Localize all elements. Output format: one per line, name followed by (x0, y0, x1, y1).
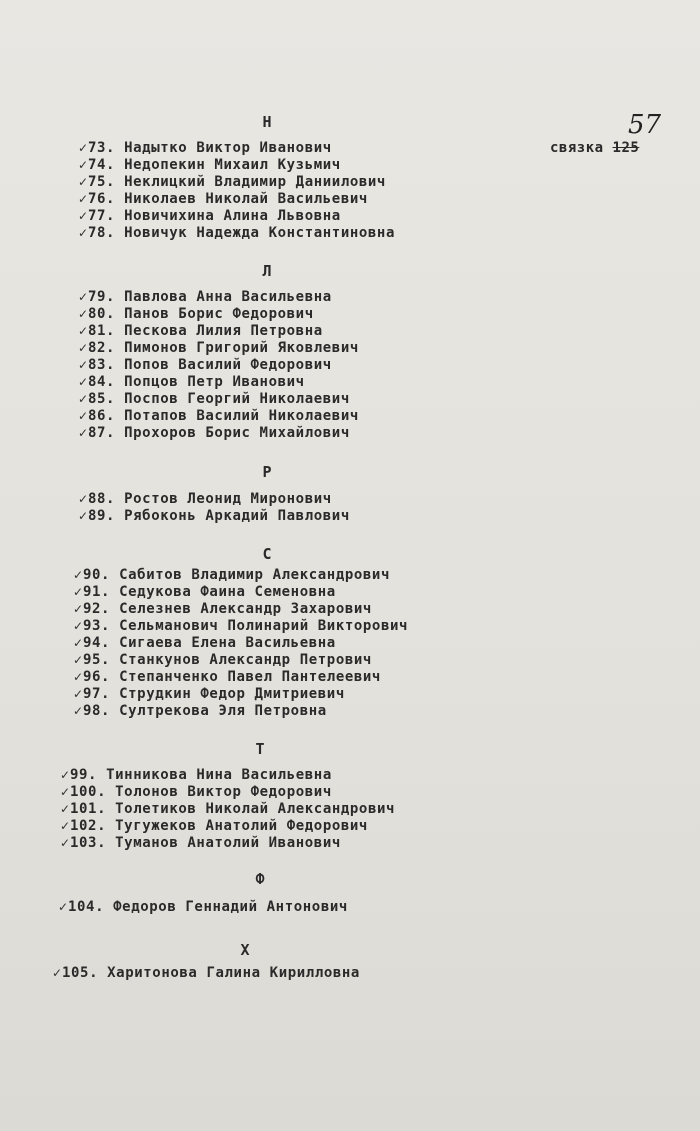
list-item (78, 357, 332, 374)
entry-number: 103. (70, 835, 107, 851)
entry-number: 102. (70, 818, 107, 834)
checkmark-icon: ✓ (73, 653, 84, 667)
list-item (78, 391, 350, 408)
entry-name: Сигаева Елена Васильевна (119, 635, 336, 651)
list-item (78, 340, 359, 357)
list-item (73, 669, 381, 686)
section-letter: С (262, 545, 272, 563)
entry-name: Попцов Петр Иванович (124, 374, 305, 390)
list-item (73, 567, 390, 584)
entry-name: Тугужеков Анатолий Федорович (115, 818, 368, 834)
checkmark-icon: ✓ (78, 426, 89, 440)
checkmark-icon: ✓ (73, 670, 84, 684)
entry-name: Федоров Геннадий Антонович (113, 899, 348, 915)
entry-name: Новичук Надежда Константиновна (124, 225, 395, 241)
entry-number: 88. (88, 491, 116, 507)
checkmark-icon: ✓ (73, 568, 84, 582)
list-item (78, 491, 332, 508)
list-item (73, 601, 372, 618)
checkmark-icon: ✓ (78, 226, 89, 240)
checkmark-icon: ✓ (78, 392, 89, 406)
entry-name: Селезнев Александр Захарович (119, 601, 372, 617)
entry-name: Новичихина Алина Львовна (124, 208, 341, 224)
checkmark-icon: ✓ (78, 492, 89, 506)
entry-number: 82. (88, 340, 116, 356)
entry-number: 83. (88, 357, 116, 373)
checkmark-icon: ✓ (52, 966, 63, 980)
list-item (78, 306, 314, 323)
entry-name: Панов Борис Федорович (124, 306, 314, 322)
checkmark-icon: ✓ (60, 785, 71, 799)
entry-number: 77. (88, 208, 116, 224)
list-item (60, 818, 368, 835)
list-item (60, 835, 341, 852)
checkmark-icon: ✓ (60, 836, 71, 850)
list-item (78, 289, 332, 306)
list-item (78, 374, 305, 391)
file-note-label: связка (550, 140, 604, 156)
file-note-struck-value: 125 (612, 140, 640, 156)
entry-name: Султрекова Эля Петровна (119, 703, 327, 719)
entry-number: 93. (83, 618, 111, 634)
entry-name: Попов Василий Федорович (124, 357, 332, 373)
list-item (78, 140, 332, 157)
section-letter: Р (262, 463, 272, 481)
entry-name: Потапов Василий Николаевич (124, 408, 359, 424)
checkmark-icon: ✓ (73, 704, 84, 718)
checkmark-icon: ✓ (78, 341, 89, 355)
entry-number: 97. (83, 686, 111, 702)
entry-number: 74. (88, 157, 116, 173)
section-letter: Т (255, 740, 265, 758)
entry-number: 73. (88, 140, 116, 156)
list-item (52, 965, 360, 982)
entry-number: 86. (88, 408, 116, 424)
entry-name: Николаев Николай Васильевич (124, 191, 368, 207)
list-item (78, 174, 386, 191)
entry-name: Тинникова Нина Васильевна (106, 767, 332, 783)
entry-name: Седукова Фаина Семеновна (119, 584, 336, 600)
entry-number: 100. (70, 784, 107, 800)
checkmark-icon: ✓ (73, 687, 84, 701)
entry-name: Струдкин Федор Дмитриевич (119, 686, 345, 702)
entry-number: 75. (88, 174, 116, 190)
checkmark-icon: ✓ (58, 900, 69, 914)
list-item (73, 652, 372, 669)
list-item (73, 703, 327, 720)
entry-name: Прохоров Борис Михайлович (124, 425, 350, 441)
entry-name: Сабитов Владимир Александрович (119, 567, 390, 583)
section-letter: Х (240, 941, 250, 959)
entry-number: 84. (88, 374, 116, 390)
list-item (73, 635, 336, 652)
entry-name: Степанченко Павел Пантелеевич (119, 669, 381, 685)
list-item (78, 425, 350, 442)
list-item (78, 157, 341, 174)
entry-number: 80. (88, 306, 116, 322)
list-item (78, 508, 350, 525)
handwritten-page-number: 57 (628, 110, 662, 140)
list-item (78, 323, 323, 340)
entry-number: 85. (88, 391, 116, 407)
list-item (78, 408, 359, 425)
list-item (73, 584, 336, 601)
section-letter: Л (262, 262, 272, 280)
file-note (550, 140, 639, 156)
entry-number: 91. (83, 584, 111, 600)
entry-number: 76. (88, 191, 116, 207)
entry-name: Надытко Виктор Иванович (124, 140, 332, 156)
checkmark-icon: ✓ (78, 307, 89, 321)
checkmark-icon: ✓ (78, 290, 89, 304)
entry-number: 92. (83, 601, 111, 617)
entry-number: 105. (62, 965, 99, 981)
list-item (78, 208, 341, 225)
list-item (58, 899, 348, 916)
checkmark-icon: ✓ (78, 158, 89, 172)
list-item (60, 767, 332, 784)
entry-name: Толетиков Николай Александрович (115, 801, 396, 817)
entry-name: Ростов Леонид Миронович (124, 491, 332, 507)
entry-number: 81. (88, 323, 116, 339)
checkmark-icon: ✓ (78, 209, 89, 223)
checkmark-icon: ✓ (78, 324, 89, 338)
checkmark-icon: ✓ (73, 619, 84, 633)
entry-number: 87. (88, 425, 116, 441)
section-letter: Н (262, 113, 272, 131)
checkmark-icon: ✓ (73, 602, 84, 616)
entry-name: Станкунов Александр Петрович (119, 652, 372, 668)
list-item (78, 225, 395, 242)
entry-name: Сельманович Полинарий Викторович (119, 618, 409, 634)
entry-name: Туманов Анатолий Иванович (115, 835, 341, 851)
entry-number: 98. (83, 703, 111, 719)
list-item (73, 686, 345, 703)
section-letter: Ф (255, 870, 265, 888)
entry-name: Поспов Георгий Николаевич (124, 391, 350, 407)
entry-number: 90. (83, 567, 111, 583)
entry-name: Неклицкий Владимир Даниилович (124, 174, 386, 190)
checkmark-icon: ✓ (60, 819, 71, 833)
checkmark-icon: ✓ (78, 192, 89, 206)
checkmark-icon: ✓ (78, 375, 89, 389)
checkmark-icon: ✓ (60, 802, 71, 816)
checkmark-icon: ✓ (78, 358, 89, 372)
checkmark-icon: ✓ (78, 175, 89, 189)
entry-number: 94. (83, 635, 111, 651)
entry-number: 104. (68, 899, 105, 915)
list-item (60, 801, 395, 818)
checkmark-icon: ✓ (78, 409, 89, 423)
entry-number: 99. (70, 767, 98, 783)
entry-name: Толонов Виктор Федорович (115, 784, 332, 800)
list-item (78, 191, 368, 208)
checkmark-icon: ✓ (78, 509, 89, 523)
entry-number: 95. (83, 652, 111, 668)
list-item (73, 618, 408, 635)
entry-number: 89. (88, 508, 116, 524)
entry-number: 79. (88, 289, 116, 305)
checkmark-icon: ✓ (60, 768, 71, 782)
entry-name: Рябоконь Аркадий Павлович (124, 508, 350, 524)
entry-number: 78. (88, 225, 116, 241)
entry-number: 101. (70, 801, 107, 817)
entry-number: 96. (83, 669, 111, 685)
entry-name: Павлова Анна Васильевна (124, 289, 332, 305)
entry-name: Харитонова Галина Кирилловна (107, 965, 360, 981)
checkmark-icon: ✓ (73, 585, 84, 599)
entry-name: Пимонов Григорий Яковлевич (124, 340, 359, 356)
entry-name: Пескова Лилия Петровна (124, 323, 323, 339)
list-item (60, 784, 332, 801)
checkmark-icon: ✓ (78, 141, 89, 155)
entry-name: Недопекин Михаил Кузьмич (124, 157, 341, 173)
checkmark-icon: ✓ (73, 636, 84, 650)
